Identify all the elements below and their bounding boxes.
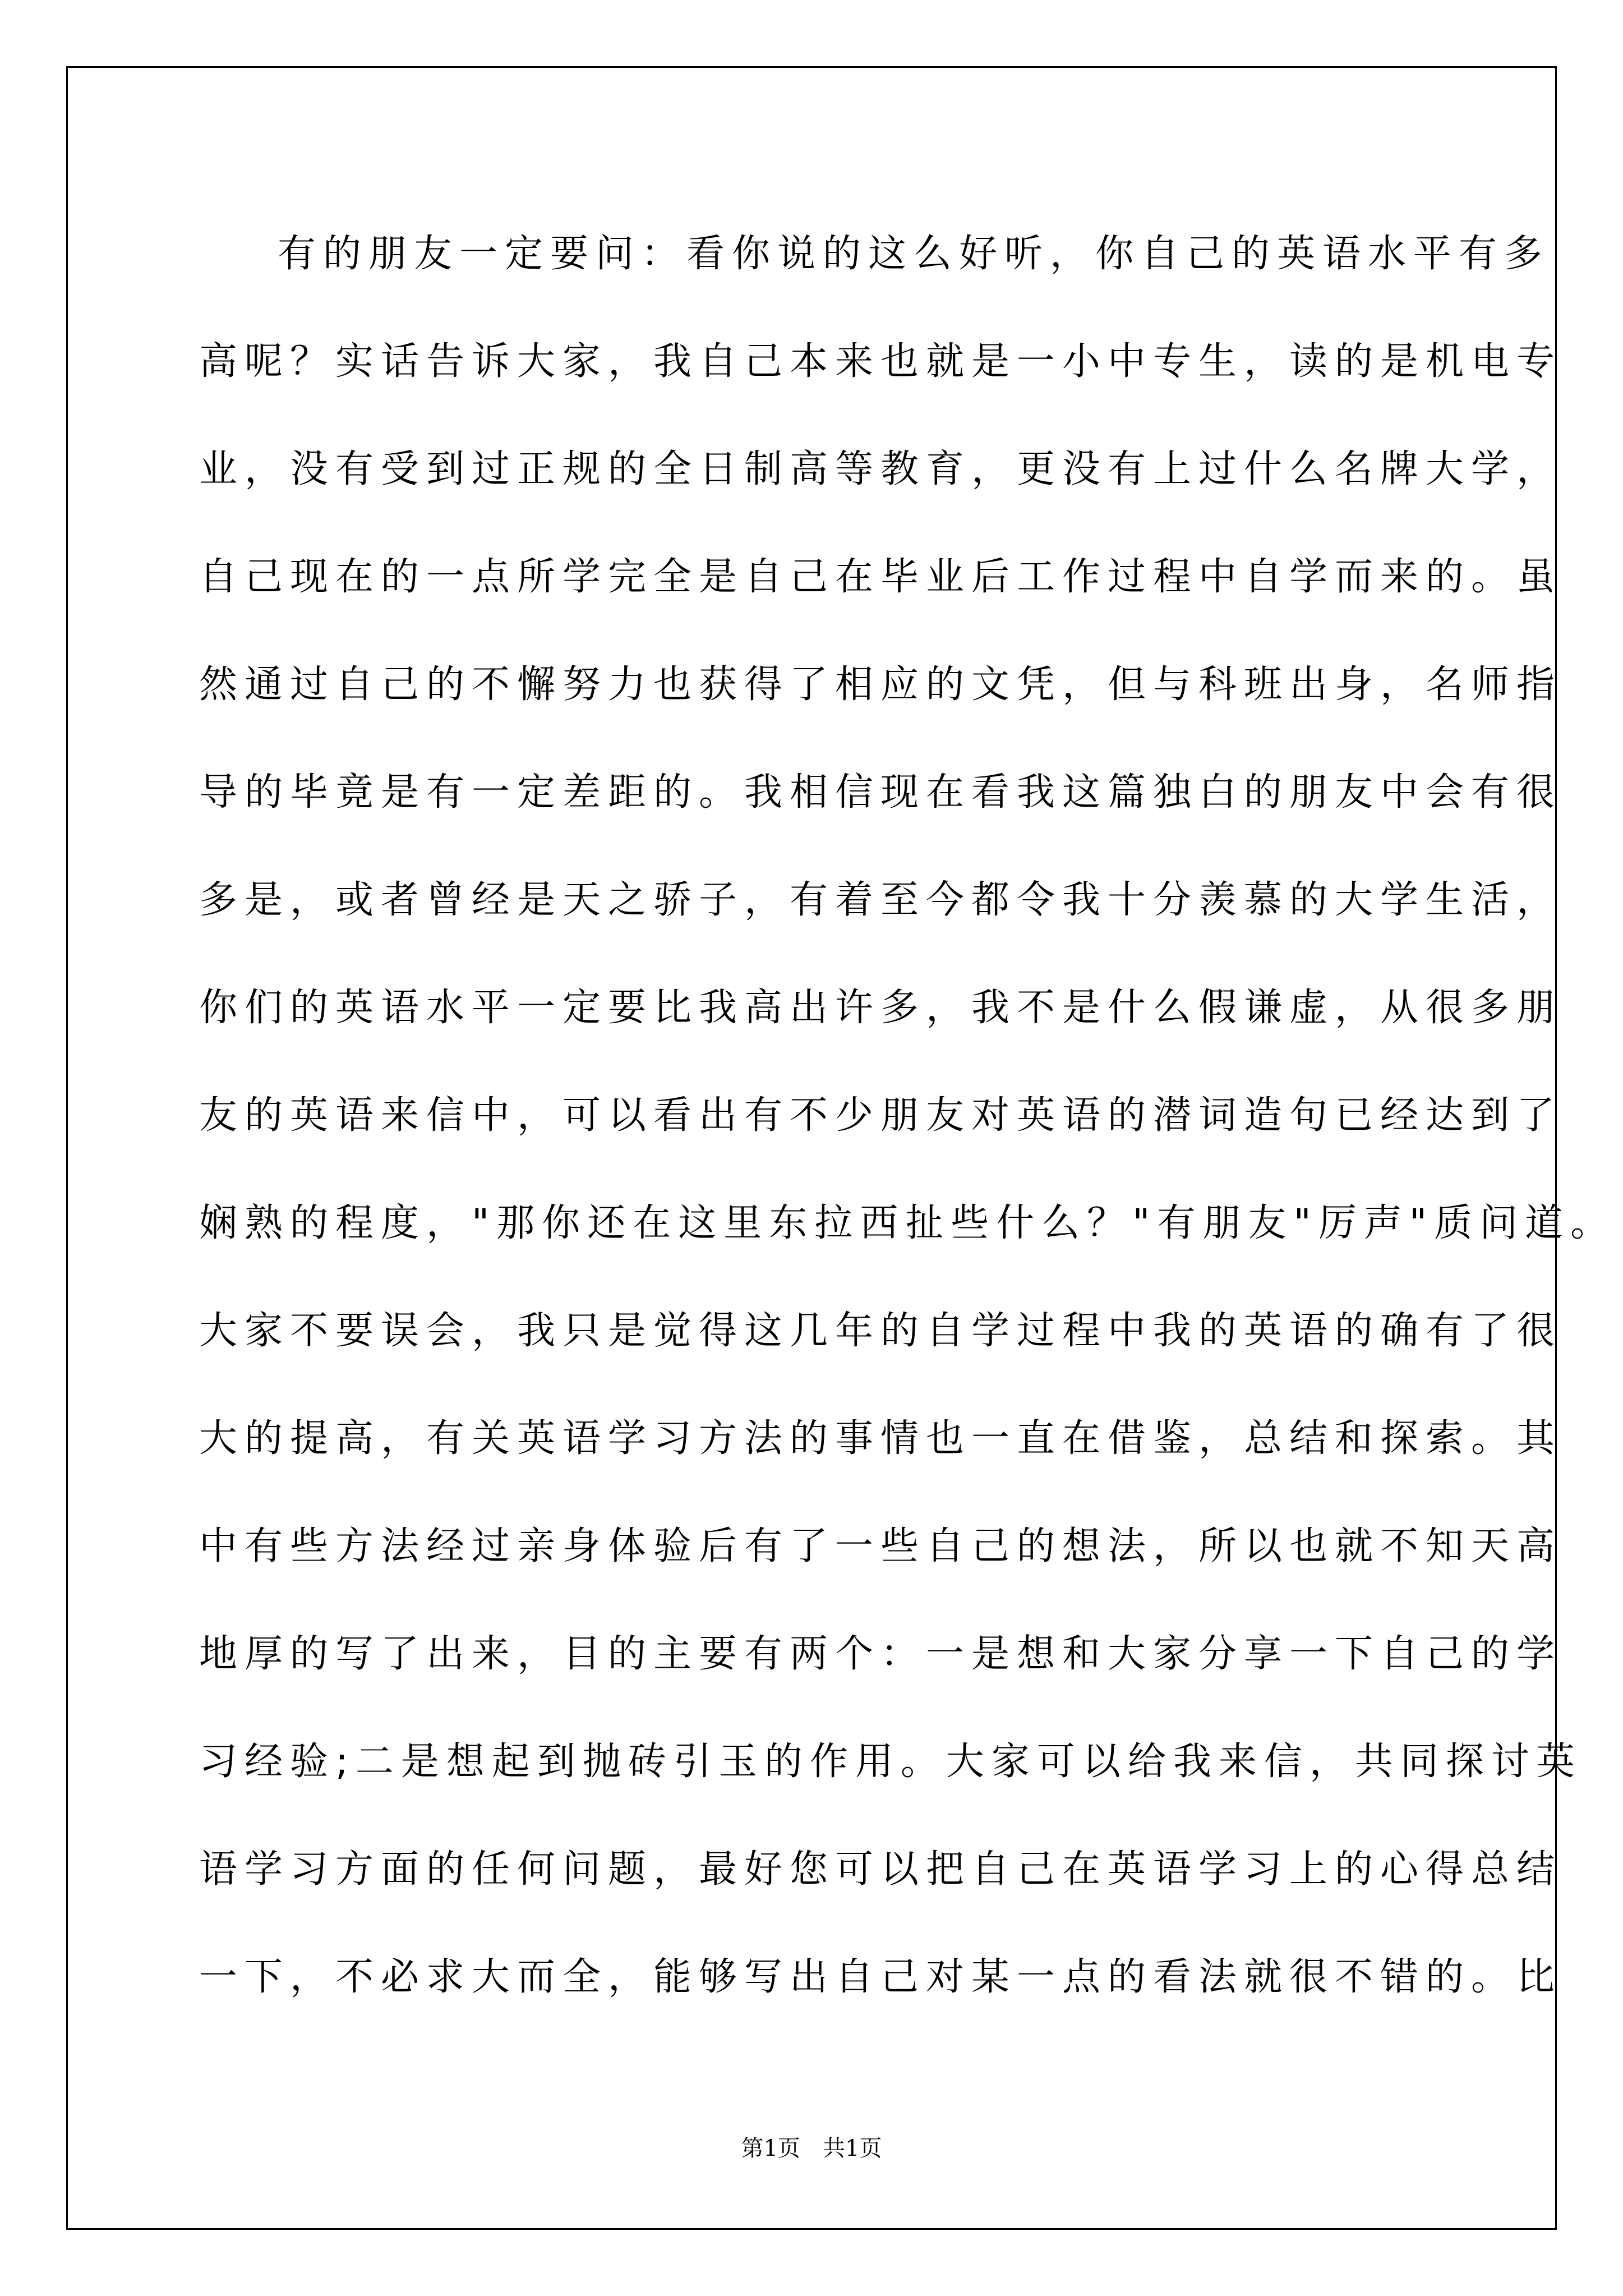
- text-line: 一下，不必求大而全，能够写出自己对某一点的看法就很不错的。比: [199, 1955, 1562, 1999]
- text-line: 语学习方面的任何问题，最好您可以把自己在英语学习上的心得总结: [199, 1847, 1562, 1892]
- text-line: 多是，或者曾经是天之骄子，有着至今都令我十分羡慕的大学生活，: [199, 878, 1562, 922]
- text-line: 友的英语来信中，可以看出有不少朋友对英语的潜词造句已经达到了: [199, 1093, 1562, 1138]
- text-line: 自己现在的一点所学完全是自己在毕业后工作过程中自学而来的。虽: [199, 555, 1562, 599]
- body-paragraph: [199, 200, 1616, 2031]
- text-line: 你们的英语水平一定要比我高出许多，我不是什么假谦虚，从很多朋: [199, 986, 1562, 1030]
- text-line: 有的朋友一定要问：看你说的这么好听，你自己的英语水平有多: [278, 232, 1550, 276]
- text-line: 高呢？实话告诉大家，我自己本来也就是一小中专生，读的是机电专: [199, 339, 1562, 384]
- text-line: 导的毕竟是有一定差距的。我相信现在看我这篇独白的朋友中会有很: [199, 770, 1562, 815]
- text-line: 大家不要误会，我只是觉得这几年的自学过程中我的英语的确有了很: [199, 1309, 1562, 1353]
- text-line: 习经验;二是想起到抛砖引玉的作用。大家可以给我来信，共同探讨英: [199, 1740, 1582, 1784]
- text-line: 中有些方法经过亲身体验后有了一些自己的想法，所以也就不知天高: [199, 1524, 1562, 1568]
- text-line: 娴熟的程度，"那你还在这里东拉西扯些什么？"有朋友"厉声"质问道。: [199, 1201, 1616, 1245]
- text-line: 地厚的写了出来，目的主要有两个：一是想和大家分享一下自己的学: [199, 1632, 1562, 1676]
- text-line: 然通过自己的不懈努力也获得了相应的文凭，但与科班出身，名师指: [199, 662, 1562, 707]
- page-number-footer: 第1页 共1页: [741, 2136, 882, 2161]
- text-line: 业，没有受到过正规的全日制高等教育，更没有上过什么名牌大学，: [199, 447, 1562, 491]
- text-line: 大的提高，有关英语学习方法的事情也一直在借鉴，总结和探索。其: [199, 1416, 1562, 1461]
